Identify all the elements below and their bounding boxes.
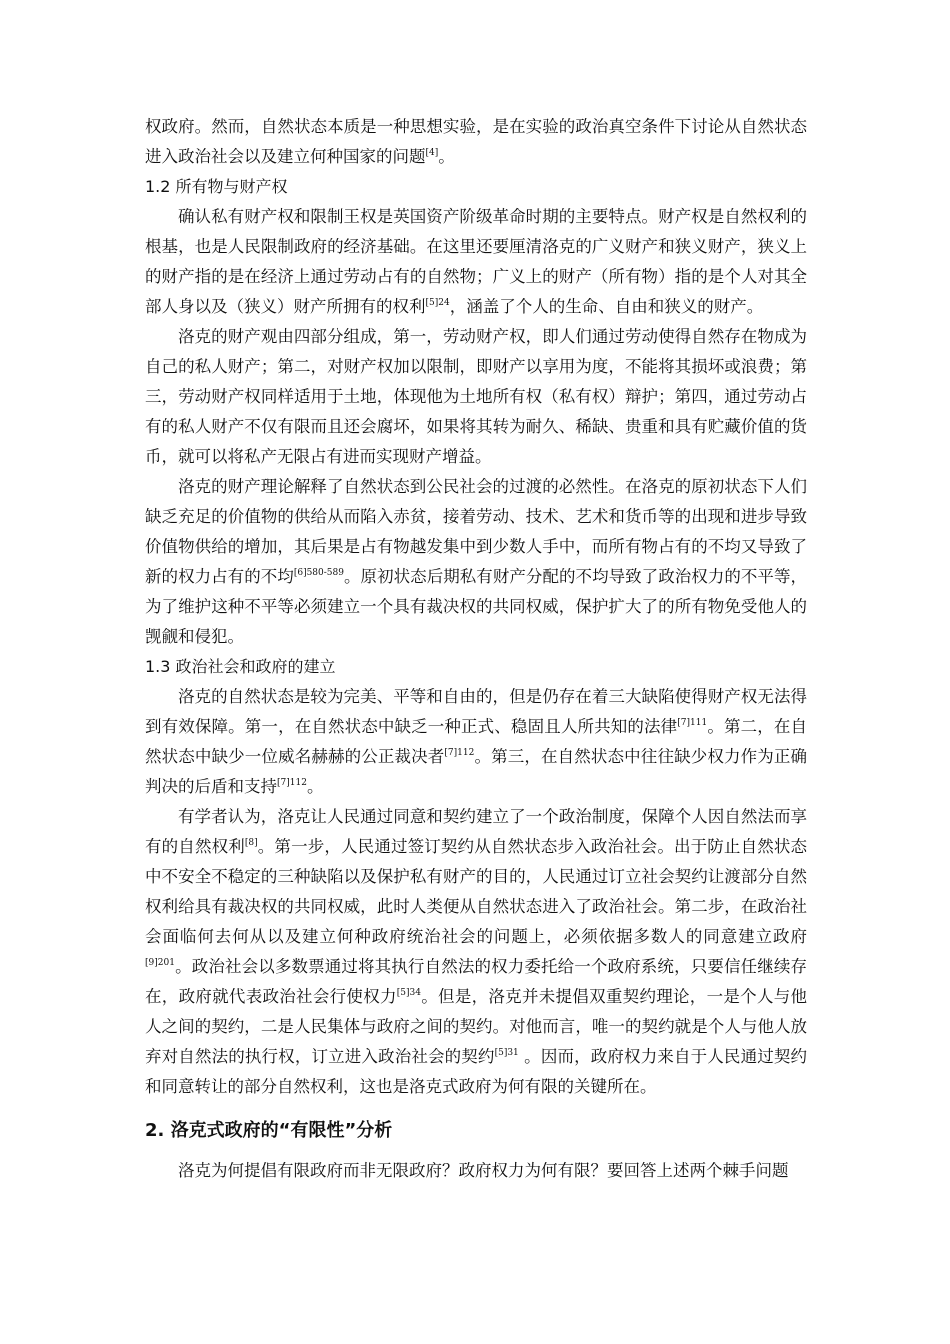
paragraph-text: 。政治社会以多数票通过将其执行自然法的权力委托给一个政府系统，只要信任继续存在，政府就代表政治社会行使权力 xyxy=(145,957,807,1006)
paragraph-text: 。第二，在自然状态中缺少一位威名赫赫的公正裁决者 xyxy=(145,717,808,766)
citation-ref: [9]201 xyxy=(145,958,175,968)
citation-ref: [5]31 xyxy=(494,1048,519,1058)
paragraph-3 xyxy=(145,322,807,472)
paragraph-text: 。但是，洛克并未提倡双重契约理论，一是个人与他人之间的契约，二是人民集体与政府之间的契约。对他而言，唯一的契约就是个人与他人放弃对自然法的执行权，订立进入政治社会的契约 xyxy=(145,987,808,1066)
citation-ref: [8] xyxy=(244,838,258,848)
paragraph-text: 确认私有财产权和限制王权是英国资产阶级革命时期的主要特点。财产权是自然权利的根基，也是人民限制政府的经济基础。在这里还要厘清洛克的广义财产和狭义财产，狭义上的财产指的是在经济上通过劳动占有的自然物；广义上的财产（所有物）指的是个人对其全部人身以及（狭义）财产所拥有的权利 xyxy=(145,207,807,316)
paragraph-7 xyxy=(145,1156,807,1186)
section-heading-1-2: 1.2 所有物与财产权 xyxy=(145,177,288,196)
paragraph-text: 权政府。然而，自然状态本质是一种思想实验，是在实验的政治真空条件下讨论从自然状态进入政治社会以及建立何种国家的问题 xyxy=(145,117,807,166)
paragraph-text: 洛克的财产理论解释了自然状态到公民社会的过渡的必然性。在洛克的原初状态下人们缺乏充足的价值物的供给从而陷入赤贫，接着劳动、技术、艺术和货币等的出现和进步导致价值物供给的增加，其后果是占有物越发集中到少数人手中，而所有物占有的不均又导致了新的权力占有的不均 xyxy=(145,477,807,586)
section-heading-2: 2. 洛克式政府的“有限性”分析 xyxy=(145,1120,393,1141)
paragraph-6 xyxy=(145,802,807,1102)
citation-ref: [5]24 xyxy=(425,298,450,308)
citation-ref: [4] xyxy=(425,148,439,158)
paragraph-text: 。原初状态后期私有财产分配的不均导致了政治权力的不平等，为了维护这种不平等必须建立一个具有裁决权的共同权威，保护扩大了的所有物免受他人的觊觎和侵犯。 xyxy=(145,567,808,646)
citation-ref: [7]112 xyxy=(277,778,307,788)
paragraph-text: 。第一步，人民通过签订契约从自然状态步入政治社会。出于防止自然状态中不安全不稳定的三种缺陷以及保护私有财产的目的，人民通过订立社会契约让渡部分自然权利给具有裁决权的共同权威，此时人类便从自然状态进入了政治社会。第二步，在政治社会面临何去何从以及建立何种政府统治社会的问题上，必须依据多数人的同意建立政府 xyxy=(145,837,808,946)
paragraph-text: 洛克为何提倡有限政府而非无限政府？政府权力为何有限？要回答上述两个棘手问题 xyxy=(178,1161,789,1180)
paragraph-text: 洛克的自然状态是较为完美、平等和自由的，但是仍存在着三大缺陷使得财产权无法得到有效保障。第一，在自然状态中缺乏一种正式、稳固且人所共知的法律 xyxy=(145,687,807,736)
paragraph-text: 。 xyxy=(438,147,455,166)
paragraph-text: 。 xyxy=(306,777,324,796)
paragraph-1 xyxy=(145,112,807,172)
paragraph-2 xyxy=(145,202,807,322)
text-column xyxy=(145,112,807,1186)
paragraph-5 xyxy=(145,682,807,802)
citation-ref: [5]34 xyxy=(396,988,421,998)
paragraph-text: 。第三，在自然状态中往往缺少权力作为正确判决的后盾和支持 xyxy=(145,747,808,796)
citation-ref: [7]112 xyxy=(444,748,475,758)
section-heading-1-3: 1.3 政治社会和政府的建立 xyxy=(145,657,336,676)
paragraph-4 xyxy=(145,472,807,652)
citation-ref: [7]111 xyxy=(677,718,708,728)
paragraph-text: 洛克的财产观由四部分组成，第一，劳动财产权，即人们通过劳动使得自然存在物成为自己的私人财产；第二，对财产权加以限制，即财产以享用为度，不能将其损坏或浪费；第三，劳动财产权同样适用于土地，体现他为土地所有权（私有权）辩护；第四，通过劳动占有的私人财产不仅有限而且还会腐坏，如果将其转为耐久、稀缺、贵重和具有贮藏价值的货币，就可以将私产无限占有进而实现财产增益。 xyxy=(145,327,807,466)
citation-ref: [6]580-589 xyxy=(293,568,344,578)
paragraph-text: 有学者认为，洛克让人民通过同意和契约建立了一个政治制度，保障个人因自然法而享有的自然权利 xyxy=(145,807,807,856)
paragraph-text: 。因而，政府权力来自于人民通过契约和同意转让的部分自然权利，这也是洛克式政府为何有限的关键所在。 xyxy=(145,1047,808,1096)
paragraph-text: ，涵盖了个人的生命、自由和狭义的财产。 xyxy=(449,297,764,316)
